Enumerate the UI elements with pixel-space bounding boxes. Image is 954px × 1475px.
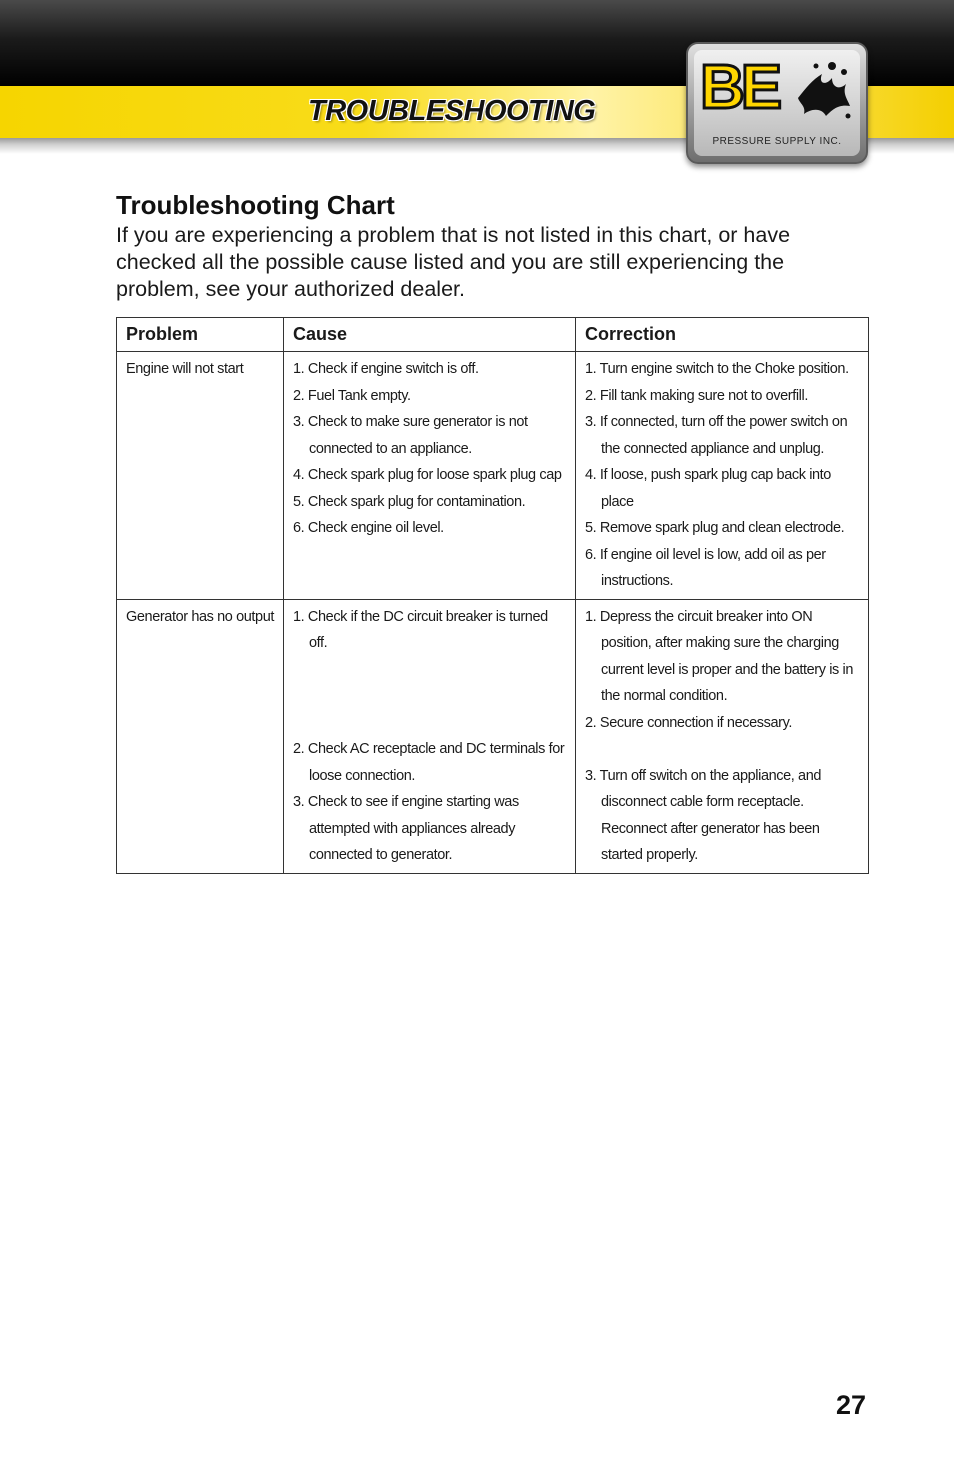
cause-spacer [293, 710, 567, 737]
table-row [117, 352, 869, 600]
troubleshooting-table [116, 317, 869, 874]
problem-cell: Engine will not start [117, 352, 284, 600]
cause-cell [284, 599, 576, 873]
cause-item: 6. Check engine oil level. [293, 520, 444, 536]
splash-icon [792, 58, 852, 122]
header-correction: Correction [576, 318, 869, 352]
correction-cell [576, 352, 869, 600]
correction-item: 1. Depress the circuit breaker into ON position, after making sure the charging current level is proper and the battery is in the normal condition. [585, 608, 853, 704]
header-title: TROUBLESHOOTING [308, 95, 596, 127]
header-problem: Problem [117, 318, 284, 352]
logo-letters: BE [700, 53, 779, 122]
section-intro: If you are experiencing a problem that is not listed in this chart, or have checked all the possible cause listed and you are still experiencing the problem, see your authorized dealer. [116, 223, 791, 301]
cause-cell [284, 352, 576, 600]
correction-spacer [585, 736, 860, 763]
header-cause: Cause [284, 318, 576, 352]
correction-cell [576, 599, 869, 873]
cause-item: 5. Check spark plug for contamination. [293, 493, 526, 510]
correction-item: 6. If engine oil level is low, add oil as per instructions. [585, 546, 826, 589]
table-row [117, 599, 869, 873]
cause-item: 2. Check AC receptacle and DC terminals for loose connection. [293, 741, 565, 784]
table-header-row [117, 318, 869, 352]
correction-item: 2. Fill tank making sure not to overfill. [585, 387, 808, 404]
cause-spacer [293, 657, 567, 684]
section-title: Troubleshooting Chart [116, 190, 395, 220]
correction-item: 1. Turn engine switch to the Choke position. [585, 361, 849, 377]
correction-item: 3. If connected, turn off the power switch on the connected appliance and unplug. [585, 414, 848, 457]
cause-item: 4. Check spark plug for loose spark plug cap [293, 467, 562, 483]
cause-item: 3. Check to make sure generator is not connected to an appliance. [293, 414, 528, 457]
correction-item: 4. If loose, push spark plug cap back into place [585, 467, 831, 510]
cause-item: 3. Check to see if engine starting was attempted with appliances already connected to generator. [293, 794, 519, 863]
be-pressure-logo [686, 42, 868, 164]
page-number: 27 [835, 1390, 866, 1420]
cause-item: 1. Check if the DC circuit breaker is turned off. [293, 608, 548, 651]
correction-item: 3. Turn off switch on the appliance, and disconnect cable form receptacle. Reconnect after generator has been started properly. [585, 767, 822, 863]
cause-spacer [293, 683, 567, 710]
logo-subtitle: PRESSURE SUPPLY INC. [712, 136, 842, 147]
problem-cell: Generator has no output [117, 599, 284, 873]
cause-item: 1. Check if engine switch is off. [293, 361, 479, 377]
cause-item: 2. Fuel Tank empty. [293, 387, 411, 404]
correction-item: 5. Remove spark plug and clean electrode. [585, 520, 845, 536]
correction-item: 2. Secure connection if necessary. [585, 714, 792, 731]
